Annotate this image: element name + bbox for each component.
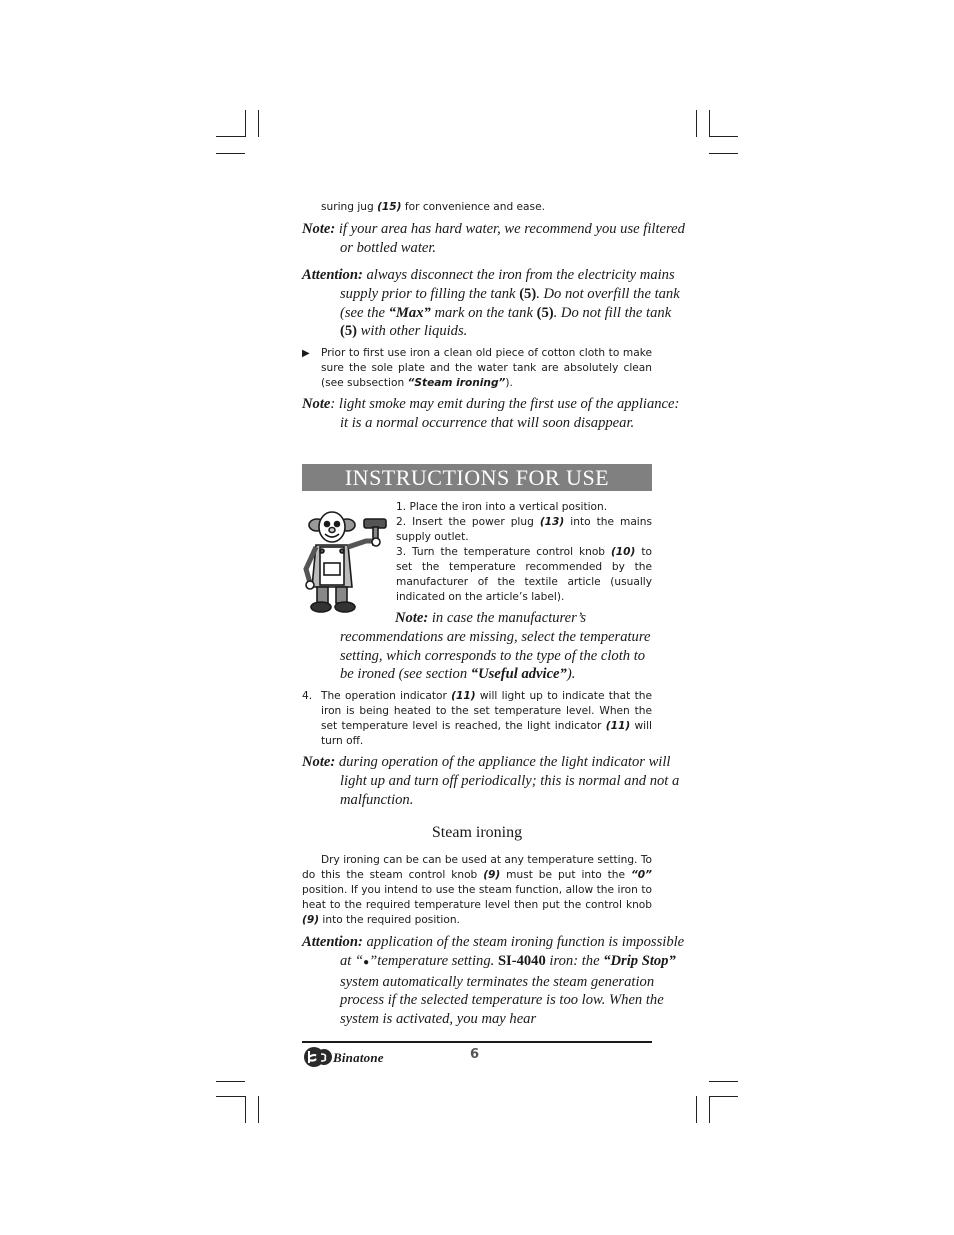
- note-manufacturer: Note: in case the manufacturer’s recommendations are missing, select the temperature setting, which corresponds to the type of the cloth to be ironed (see section “Useful advice”).: [340, 610, 651, 683]
- crop-mark: [709, 1081, 738, 1082]
- crop-mark: [245, 1096, 246, 1123]
- crop-mark: [709, 110, 710, 137]
- attention-label: Attention:: [302, 267, 363, 283]
- note-indicator: Note: during operation of the appliance the light indicator will light up and turn off periodically; this is normal and not a malfunction.: [302, 754, 680, 808]
- steps-list: [396, 500, 652, 605]
- footer-rule: [302, 1041, 652, 1043]
- continued-text: suring jug (15) for convenience and ease.: [321, 201, 545, 213]
- note-label: Note:: [302, 221, 336, 237]
- section-title: INSTRUCTIONS FOR USE: [302, 464, 652, 491]
- note-label: Note:: [395, 610, 429, 626]
- crop-mark: [709, 1096, 710, 1123]
- bullet-marker-icon: ▶: [302, 348, 310, 359]
- crop-mark: [709, 153, 738, 154]
- crop-mark: [696, 110, 697, 137]
- attention-label: Attention:: [302, 934, 363, 950]
- crop-mark: [709, 136, 738, 137]
- crop-mark: [216, 1096, 245, 1097]
- handyman-illustration: [300, 507, 392, 615]
- binatone-logo-icon: [303, 1046, 333, 1068]
- note-smoke: Note: light smoke may emit during the first use of the appliance: it is a normal occurrence that will soon disappear.: [302, 396, 680, 431]
- crop-mark: [696, 1096, 697, 1123]
- brand-name: Binatone: [333, 1050, 384, 1065]
- note-label: Note:: [302, 754, 336, 770]
- step-4: 4. The operation indicator (11) will light up to indicate that the iron is being heated to the set temperature level. When the set temperature level is reached, the light indicator (11) will turn off.: [302, 690, 652, 747]
- bullet-first-use: ▶ Prior to first use iron a clean old piece of cotton cloth to make sure the sole plate and the water tank are absolutely clean (see subsection “Steam ironing”).: [302, 347, 652, 389]
- steam-paragraph: Dry ironing can be can be used at any temperature setting. To do this the steam control knob (9) must be put into the “0” position. If you intend to use the steam function, allow the iron to heat to the required temperature level then put the control knob (9) into the required position.: [302, 854, 652, 926]
- attention-steam: Attention: application of the steam ironing function is impossible at “●”temperature setting. SI-4040 iron: the “Drip Stop” system automatically terminates the steam generation process if the selected temperature is too low. When the system is activated, you may hear: [302, 934, 685, 1028]
- crop-mark: [258, 1096, 259, 1123]
- note-label: Note: [302, 396, 331, 412]
- temperature-dot-icon: ●: [363, 956, 370, 968]
- steam-ironing-heading: Steam ironing: [431, 824, 523, 841]
- crop-mark: [709, 1096, 738, 1097]
- crop-mark: [216, 1081, 245, 1082]
- step-3: 3. Turn the temperature control knob (10) to set the temperature recommended by the manufacturer of the textile article (usually indicated on the article’s label).: [396, 546, 652, 603]
- crop-mark: [216, 136, 245, 137]
- page-number: 6: [470, 1047, 480, 1062]
- step-1: 1. Place the iron into a vertical position.: [396, 501, 608, 513]
- crop-mark: [245, 110, 246, 137]
- step-2: 2. Insert the power plug (13) into the mains supply outlet.: [396, 516, 652, 543]
- crop-mark: [258, 110, 259, 137]
- attention-filling: Attention: always disconnect the iron from the electricity mains supply prior to filling the tank (5). Do not overfill the tank (see the “Max” mark on the tank (5). Do not fill the tank (5) with other liquids.: [302, 267, 680, 340]
- note-hard-water: Note: if your area has hard water, we recommend you use filtered or bottled water.: [302, 221, 685, 256]
- crop-mark: [216, 153, 245, 154]
